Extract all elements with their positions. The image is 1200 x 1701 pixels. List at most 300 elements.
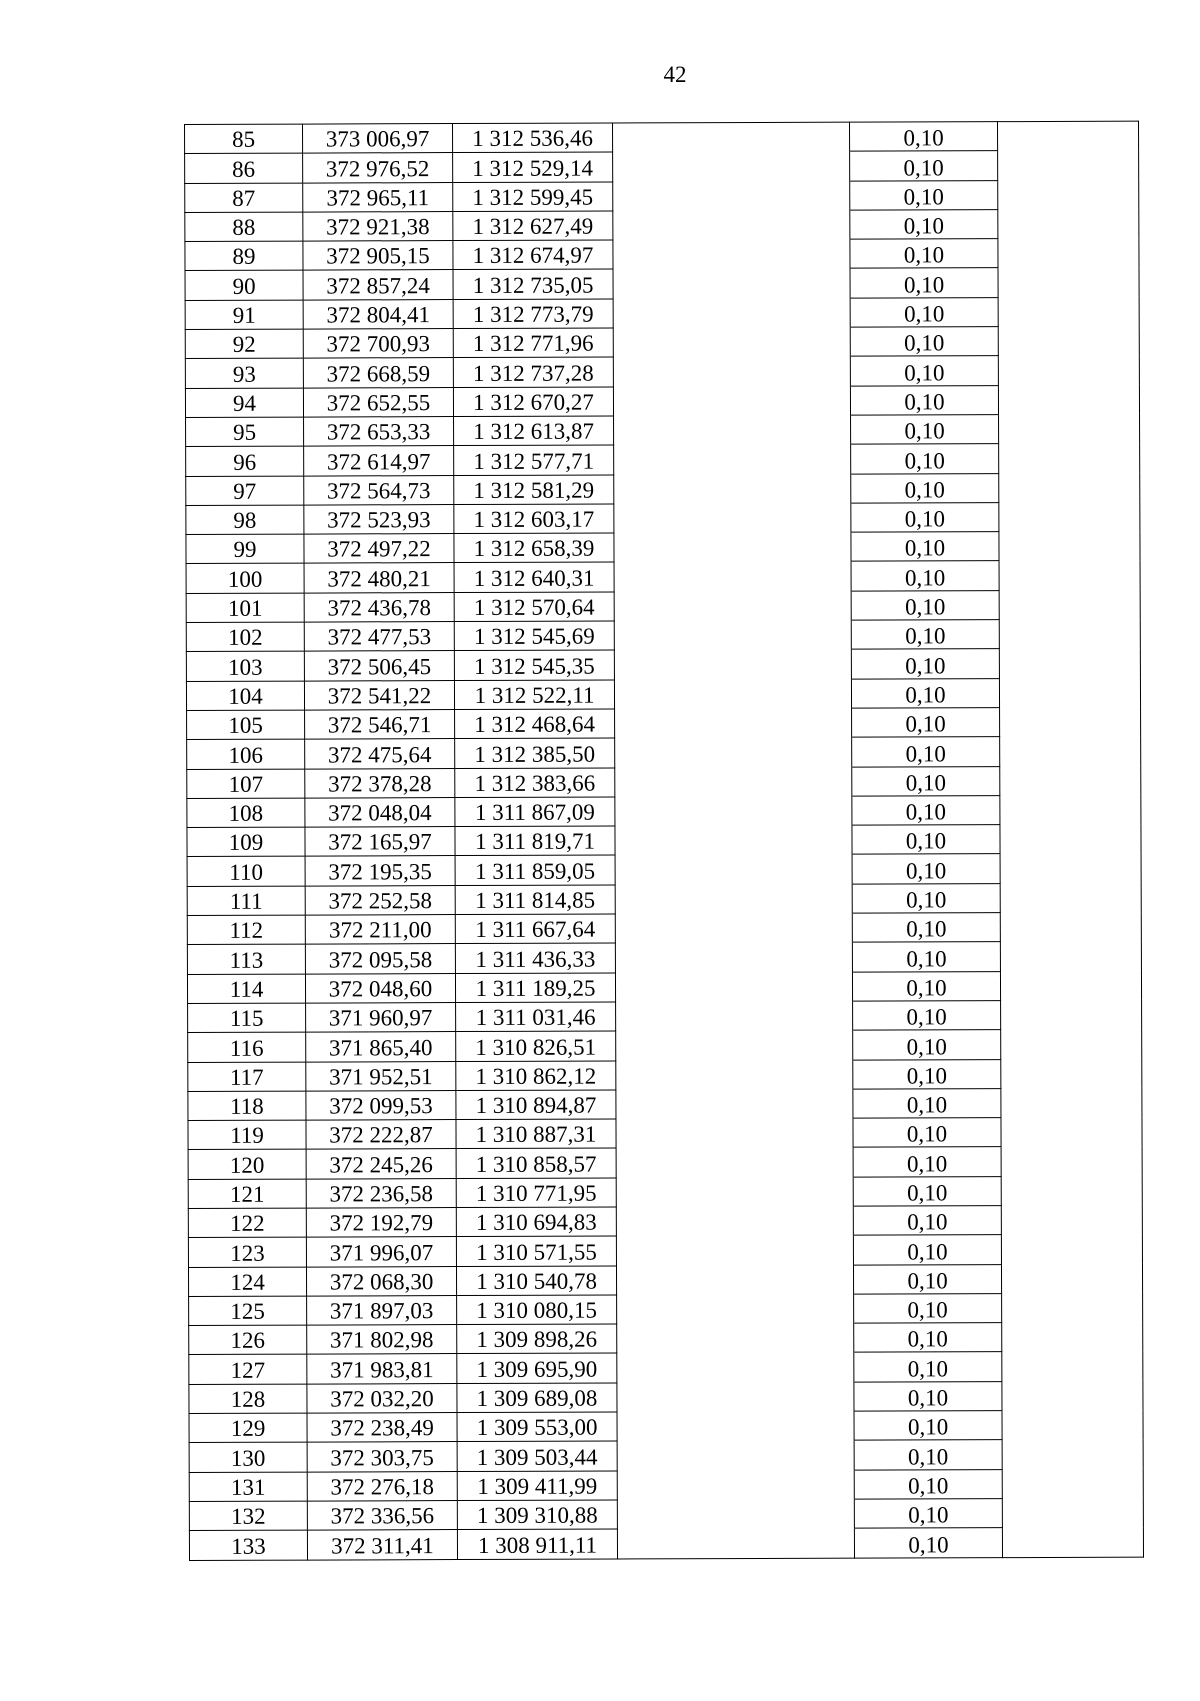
blank-cell [1000, 707, 1141, 737]
blank-cell [998, 268, 1139, 298]
blank-cell [1001, 1176, 1142, 1206]
blank-cell [1001, 1264, 1142, 1294]
accuracy-cell: 0,10 [852, 854, 1000, 884]
x-coordinate-cell: 371 802,98 [307, 1325, 457, 1355]
x-coordinate-cell: 372 195,35 [305, 856, 455, 886]
blank-cell [1000, 736, 1141, 766]
table-row [189, 1322, 1143, 1355]
y-coordinate-cell: 1 312 599,45 [453, 182, 613, 212]
accuracy-cell: 0,10 [852, 766, 1000, 796]
y-coordinate-cell: 1 312 773,79 [453, 299, 613, 329]
blank-cell [1001, 1059, 1142, 1089]
y-coordinate-cell: 1 312 658,39 [454, 533, 614, 563]
y-coordinate-cell: 1 311 031,46 [456, 1002, 616, 1032]
blank-cell [998, 356, 1139, 386]
accuracy-cell: 0,10 [852, 971, 1000, 1001]
point-number-cell: 131 [189, 1472, 307, 1502]
x-coordinate-cell: 371 865,40 [306, 1032, 456, 1062]
accuracy-cell: 0,10 [852, 737, 1000, 767]
x-coordinate-cell: 372 165,97 [305, 827, 455, 857]
y-coordinate-cell: 1 312 737,28 [453, 357, 613, 387]
point-number-cell: 116 [188, 1032, 306, 1062]
point-number-cell: 106 [187, 739, 305, 769]
x-coordinate-cell: 372 192,79 [306, 1208, 456, 1238]
table-row [186, 414, 1140, 447]
blank-cell [613, 357, 850, 387]
y-coordinate-cell: 1 309 503,44 [457, 1441, 617, 1471]
x-coordinate-cell: 372 068,30 [306, 1266, 456, 1296]
table-row [187, 941, 1141, 974]
table-row [189, 1469, 1143, 1502]
blank-cell [616, 1206, 853, 1236]
blank-cell [1002, 1352, 1143, 1382]
x-coordinate-cell: 372 222,87 [306, 1120, 456, 1150]
point-number-cell: 87 [185, 183, 303, 213]
blank-cell [1001, 1234, 1142, 1264]
x-coordinate-cell: 372 564,73 [304, 475, 454, 505]
accuracy-cell: 0,10 [851, 678, 999, 708]
y-coordinate-cell: 1 312 670,27 [453, 387, 613, 417]
accuracy-cell: 0,10 [851, 590, 999, 620]
x-coordinate-cell: 372 311,41 [307, 1530, 457, 1560]
point-number-cell: 126 [189, 1325, 307, 1355]
blank-cell [617, 1528, 854, 1558]
accuracy-cell: 0,10 [850, 268, 998, 298]
table-row [187, 766, 1141, 799]
blank-cell [613, 298, 850, 328]
blank-cell [616, 1030, 853, 1060]
blank-cell [998, 180, 1139, 210]
blank-cell [614, 591, 851, 621]
x-coordinate-cell: 372 541,22 [304, 680, 454, 710]
accuracy-cell: 0,10 [854, 1469, 1002, 1499]
table-row [185, 121, 1139, 154]
y-coordinate-cell: 1 309 695,90 [457, 1353, 617, 1383]
blank-cell [999, 678, 1140, 708]
blank-cell [612, 122, 849, 152]
blank-cell [997, 121, 1138, 151]
blank-cell [614, 679, 851, 709]
y-coordinate-cell: 1 310 862,12 [456, 1060, 616, 1090]
table-row [186, 590, 1140, 623]
blank-cell [616, 1148, 853, 1178]
point-number-cell: 111 [187, 886, 305, 916]
accuracy-cell: 0,10 [854, 1440, 1002, 1470]
point-number-cell: 98 [186, 505, 304, 535]
accuracy-cell: 0,10 [854, 1411, 1002, 1441]
x-coordinate-cell: 372 095,58 [305, 944, 455, 974]
x-coordinate-cell: 372 497,22 [304, 534, 454, 564]
point-number-cell: 105 [187, 710, 305, 740]
x-coordinate-cell: 372 048,04 [305, 797, 455, 827]
table-row [188, 1147, 1142, 1180]
blank-cell [617, 1294, 854, 1324]
blank-cell [614, 532, 851, 562]
table-row [186, 531, 1140, 564]
point-number-cell: 123 [188, 1237, 306, 1267]
table-row [188, 1176, 1142, 1209]
accuracy-cell: 0,10 [852, 825, 1000, 855]
y-coordinate-cell: 1 311 814,85 [455, 885, 615, 915]
accuracy-cell: 0,10 [854, 1528, 1002, 1558]
x-coordinate-cell: 372 700,93 [303, 329, 453, 359]
blank-cell [616, 1265, 853, 1295]
point-number-cell: 122 [188, 1208, 306, 1238]
blank-cell [615, 796, 852, 826]
point-number-cell: 132 [189, 1501, 307, 1531]
accuracy-cell: 0,10 [853, 1176, 1001, 1206]
accuracy-cell: 0,10 [851, 532, 999, 562]
point-number-cell: 85 [185, 124, 303, 154]
blank-cell [615, 708, 852, 738]
y-coordinate-cell: 1 308 911,11 [457, 1529, 617, 1559]
table-row [188, 1000, 1142, 1033]
blank-cell [614, 415, 851, 445]
accuracy-cell: 0,10 [851, 444, 999, 474]
blank-cell [1000, 971, 1141, 1001]
table-row [185, 297, 1139, 330]
point-number-cell: 90 [185, 271, 303, 301]
x-coordinate-cell: 372 905,15 [303, 241, 453, 271]
blank-cell [615, 942, 852, 972]
table-row [185, 238, 1139, 271]
accuracy-cell: 0,10 [852, 942, 1000, 972]
x-coordinate-cell: 372 506,45 [304, 651, 454, 681]
accuracy-cell: 0,10 [853, 1001, 1001, 1031]
blank-cell [616, 1235, 853, 1265]
x-coordinate-cell: 372 336,56 [307, 1501, 457, 1531]
y-coordinate-cell: 1 310 571,55 [456, 1236, 616, 1266]
x-coordinate-cell: 371 952,51 [306, 1061, 456, 1091]
table-row [189, 1440, 1143, 1473]
blank-cell [613, 210, 850, 240]
point-number-cell: 125 [189, 1296, 307, 1326]
page-number: 42 [663, 62, 687, 87]
accuracy-cell: 0,10 [851, 473, 999, 503]
blank-cell [614, 620, 851, 650]
blank-cell [1000, 795, 1141, 825]
accuracy-cell: 0,10 [853, 1118, 1001, 1148]
y-coordinate-cell: 1 312 385,50 [455, 738, 615, 768]
accuracy-cell: 0,10 [850, 151, 998, 181]
accuracy-cell: 0,10 [852, 883, 1000, 913]
table-row [186, 619, 1140, 652]
blank-cell [1002, 1440, 1143, 1470]
table-row [189, 1381, 1143, 1414]
point-number-cell: 114 [187, 974, 305, 1004]
accuracy-cell: 0,10 [851, 649, 999, 679]
y-coordinate-cell: 1 310 887,31 [456, 1119, 616, 1149]
x-coordinate-cell: 372 032,20 [307, 1383, 457, 1413]
accuracy-cell: 0,10 [850, 327, 998, 357]
accuracy-cell: 0,10 [854, 1352, 1002, 1382]
accuracy-cell: 0,10 [853, 1147, 1001, 1177]
blank-cell [999, 619, 1140, 649]
blank-cell [999, 590, 1140, 620]
table-row [187, 707, 1141, 740]
accuracy-cell: 0,10 [854, 1294, 1002, 1324]
blank-cell [615, 737, 852, 767]
accuracy-cell: 0,10 [850, 210, 998, 240]
point-number-cell: 112 [187, 915, 305, 945]
blank-cell [1000, 854, 1141, 884]
blank-cell [1002, 1322, 1143, 1352]
point-number-cell: 107 [187, 769, 305, 799]
blank-cell [615, 825, 852, 855]
table-row [189, 1498, 1143, 1531]
point-number-cell: 104 [186, 681, 304, 711]
blank-cell [615, 972, 852, 1002]
table-row [185, 209, 1139, 242]
x-coordinate-cell: 371 996,07 [306, 1237, 456, 1267]
blank-cell [614, 503, 851, 533]
blank-cell [613, 269, 850, 299]
blank-cell [1002, 1381, 1143, 1411]
point-number-cell: 99 [186, 534, 304, 564]
blank-cell [1001, 1205, 1142, 1235]
x-coordinate-cell: 372 099,53 [306, 1090, 456, 1120]
table-row [185, 268, 1139, 301]
y-coordinate-cell: 1 309 898,26 [457, 1324, 617, 1354]
table-row [187, 824, 1141, 857]
y-coordinate-cell: 1 312 536,46 [453, 123, 613, 153]
blank-cell [616, 1060, 853, 1090]
point-number-cell: 95 [186, 417, 304, 447]
accuracy-cell: 0,10 [851, 503, 999, 533]
accuracy-cell: 0,10 [852, 795, 1000, 825]
x-coordinate-cell: 372 276,18 [307, 1471, 457, 1501]
blank-cell [998, 209, 1139, 239]
y-coordinate-cell: 1 312 771,96 [453, 328, 613, 358]
accuracy-cell: 0,10 [851, 561, 999, 591]
y-coordinate-cell: 1 311 859,05 [455, 855, 615, 885]
y-coordinate-cell: 1 312 468,64 [455, 709, 615, 739]
blank-cell [1001, 1117, 1142, 1147]
y-coordinate-cell: 1 309 310,88 [457, 1500, 617, 1530]
table-row [186, 502, 1140, 535]
blank-cell [999, 502, 1140, 532]
table-row [189, 1410, 1143, 1443]
coordinates-table [184, 121, 1144, 1561]
table-row [185, 356, 1139, 389]
y-coordinate-cell: 1 312 735,05 [453, 269, 613, 299]
coordinates-table-body [185, 121, 1144, 1560]
table-row [188, 1059, 1142, 1092]
y-coordinate-cell: 1 312 674,97 [453, 240, 613, 270]
x-coordinate-cell: 372 480,21 [304, 563, 454, 593]
blank-cell [999, 473, 1140, 503]
y-coordinate-cell: 1 312 581,29 [454, 475, 614, 505]
x-coordinate-cell: 372 211,00 [305, 915, 455, 945]
point-number-cell: 88 [185, 212, 303, 242]
blank-cell [617, 1382, 854, 1412]
point-number-cell: 110 [187, 857, 305, 887]
blank-cell [617, 1353, 854, 1383]
point-number-cell: 120 [188, 1149, 306, 1179]
table-row [188, 1117, 1142, 1150]
y-coordinate-cell: 1 310 694,83 [456, 1207, 616, 1237]
point-number-cell: 124 [188, 1267, 306, 1297]
point-number-cell: 101 [186, 593, 304, 623]
table-row [189, 1527, 1143, 1560]
table-row [187, 912, 1141, 945]
point-number-cell: 96 [186, 446, 304, 476]
blank-cell [1002, 1469, 1143, 1499]
accuracy-cell: 0,10 [850, 385, 998, 415]
blank-cell [999, 649, 1140, 679]
blank-cell [614, 650, 851, 680]
blank-cell [998, 150, 1139, 180]
blank-cell [613, 151, 850, 181]
y-coordinate-cell: 1 311 436,33 [455, 943, 615, 973]
x-coordinate-cell: 372 653,33 [304, 417, 454, 447]
accuracy-cell: 0,10 [854, 1499, 1002, 1529]
blank-cell [617, 1470, 854, 1500]
y-coordinate-cell: 1 310 540,78 [456, 1266, 616, 1296]
point-number-cell: 115 [188, 1003, 306, 1033]
table-row [187, 854, 1141, 887]
x-coordinate-cell: 372 303,75 [307, 1442, 457, 1472]
x-coordinate-cell: 372 965,11 [303, 182, 453, 212]
x-coordinate-cell: 372 804,41 [303, 299, 453, 329]
table-row [186, 649, 1140, 682]
accuracy-cell: 0,10 [850, 239, 998, 269]
x-coordinate-cell: 373 006,97 [303, 124, 453, 154]
x-coordinate-cell: 372 252,58 [305, 885, 455, 915]
y-coordinate-cell: 1 310 826,51 [456, 1031, 616, 1061]
blank-cell [616, 1089, 853, 1119]
table-row [185, 385, 1139, 418]
point-number-cell: 86 [185, 153, 303, 183]
table-row [189, 1293, 1143, 1326]
blank-cell [1000, 941, 1141, 971]
table-row [186, 561, 1140, 594]
x-coordinate-cell: 372 546,71 [305, 709, 455, 739]
point-number-cell: 93 [185, 358, 303, 388]
blank-cell [614, 562, 851, 592]
table-row [186, 678, 1140, 711]
table-row [187, 883, 1141, 916]
y-coordinate-cell: 1 312 627,49 [453, 211, 613, 241]
blank-cell [613, 327, 850, 357]
point-number-cell: 117 [188, 1062, 306, 1092]
blank-cell [1001, 1088, 1142, 1118]
y-coordinate-cell: 1 311 189,25 [455, 973, 615, 1003]
y-coordinate-cell: 1 310 771,95 [456, 1178, 616, 1208]
x-coordinate-cell: 372 477,53 [304, 622, 454, 652]
blank-cell [999, 561, 1140, 591]
x-coordinate-cell: 371 960,97 [306, 1002, 456, 1032]
y-coordinate-cell: 1 312 640,31 [454, 562, 614, 592]
point-number-cell: 119 [188, 1120, 306, 1150]
accuracy-cell: 0,10 [853, 1206, 1001, 1236]
y-coordinate-cell: 1 312 529,14 [453, 152, 613, 182]
blank-cell [1001, 1029, 1142, 1059]
y-coordinate-cell: 1 310 858,57 [456, 1148, 616, 1178]
table-row [185, 150, 1139, 183]
blank-cell [616, 1001, 853, 1031]
point-number-cell: 109 [187, 827, 305, 857]
y-coordinate-cell: 1 311 867,09 [455, 797, 615, 827]
x-coordinate-cell: 372 475,64 [305, 739, 455, 769]
x-coordinate-cell: 371 983,81 [307, 1354, 457, 1384]
point-number-cell: 118 [188, 1091, 306, 1121]
point-number-cell: 113 [187, 944, 305, 974]
y-coordinate-cell: 1 312 545,35 [454, 650, 614, 680]
y-coordinate-cell: 1 311 667,64 [455, 914, 615, 944]
accuracy-cell: 0,10 [850, 356, 998, 386]
accuracy-cell: 0,10 [853, 1264, 1001, 1294]
point-number-cell: 108 [187, 798, 305, 828]
y-coordinate-cell: 1 310 894,87 [456, 1090, 616, 1120]
x-coordinate-cell: 372 976,52 [303, 153, 453, 183]
y-coordinate-cell: 1 312 383,66 [455, 768, 615, 798]
y-coordinate-cell: 1 309 689,08 [457, 1383, 617, 1413]
x-coordinate-cell: 372 048,60 [305, 973, 455, 1003]
blank-cell [1000, 912, 1141, 942]
point-number-cell: 129 [189, 1413, 307, 1443]
y-coordinate-cell: 1 312 570,64 [454, 592, 614, 622]
x-coordinate-cell: 372 236,58 [306, 1178, 456, 1208]
y-coordinate-cell: 1 311 819,71 [455, 826, 615, 856]
blank-cell [1000, 824, 1141, 854]
y-coordinate-cell: 1 309 411,99 [457, 1471, 617, 1501]
table-row [188, 1029, 1142, 1062]
x-coordinate-cell: 372 921,38 [303, 211, 453, 241]
table-row [185, 326, 1139, 359]
blank-cell [615, 884, 852, 914]
x-coordinate-cell: 372 523,93 [304, 504, 454, 534]
y-coordinate-cell: 1 312 545,69 [454, 621, 614, 651]
y-coordinate-cell: 1 310 080,15 [457, 1295, 617, 1325]
blank-cell [613, 386, 850, 416]
point-number-cell: 133 [189, 1530, 307, 1560]
table-row [185, 180, 1139, 213]
blank-cell [614, 444, 851, 474]
accuracy-cell: 0,10 [850, 180, 998, 210]
point-number-cell: 89 [185, 241, 303, 271]
blank-cell [616, 1177, 853, 1207]
blank-cell [1000, 766, 1141, 796]
blank-cell [613, 181, 850, 211]
table-row [187, 971, 1141, 1004]
point-number-cell: 91 [185, 300, 303, 330]
point-number-cell: 127 [189, 1355, 307, 1385]
y-coordinate-cell: 1 312 603,17 [454, 504, 614, 534]
y-coordinate-cell: 1 309 553,00 [457, 1412, 617, 1442]
blank-cell [615, 913, 852, 943]
blank-cell [999, 443, 1140, 473]
x-coordinate-cell: 372 238,49 [307, 1413, 457, 1443]
point-number-cell: 94 [185, 388, 303, 418]
point-number-cell: 100 [186, 564, 304, 594]
blank-cell [617, 1323, 854, 1353]
blank-cell [617, 1441, 854, 1471]
blank-cell [998, 326, 1139, 356]
table-row [187, 795, 1141, 828]
point-number-cell: 97 [186, 476, 304, 506]
accuracy-cell: 0,10 [853, 1088, 1001, 1118]
y-coordinate-cell: 1 312 613,87 [454, 416, 614, 446]
y-coordinate-cell: 1 312 577,71 [454, 445, 614, 475]
blank-cell [1002, 1293, 1143, 1323]
table-row [187, 736, 1141, 769]
accuracy-cell: 0,10 [853, 1059, 1001, 1089]
accuracy-cell: 0,10 [851, 415, 999, 445]
accuracy-cell: 0,10 [850, 297, 998, 327]
table-row [188, 1205, 1142, 1238]
x-coordinate-cell: 372 668,59 [303, 358, 453, 388]
